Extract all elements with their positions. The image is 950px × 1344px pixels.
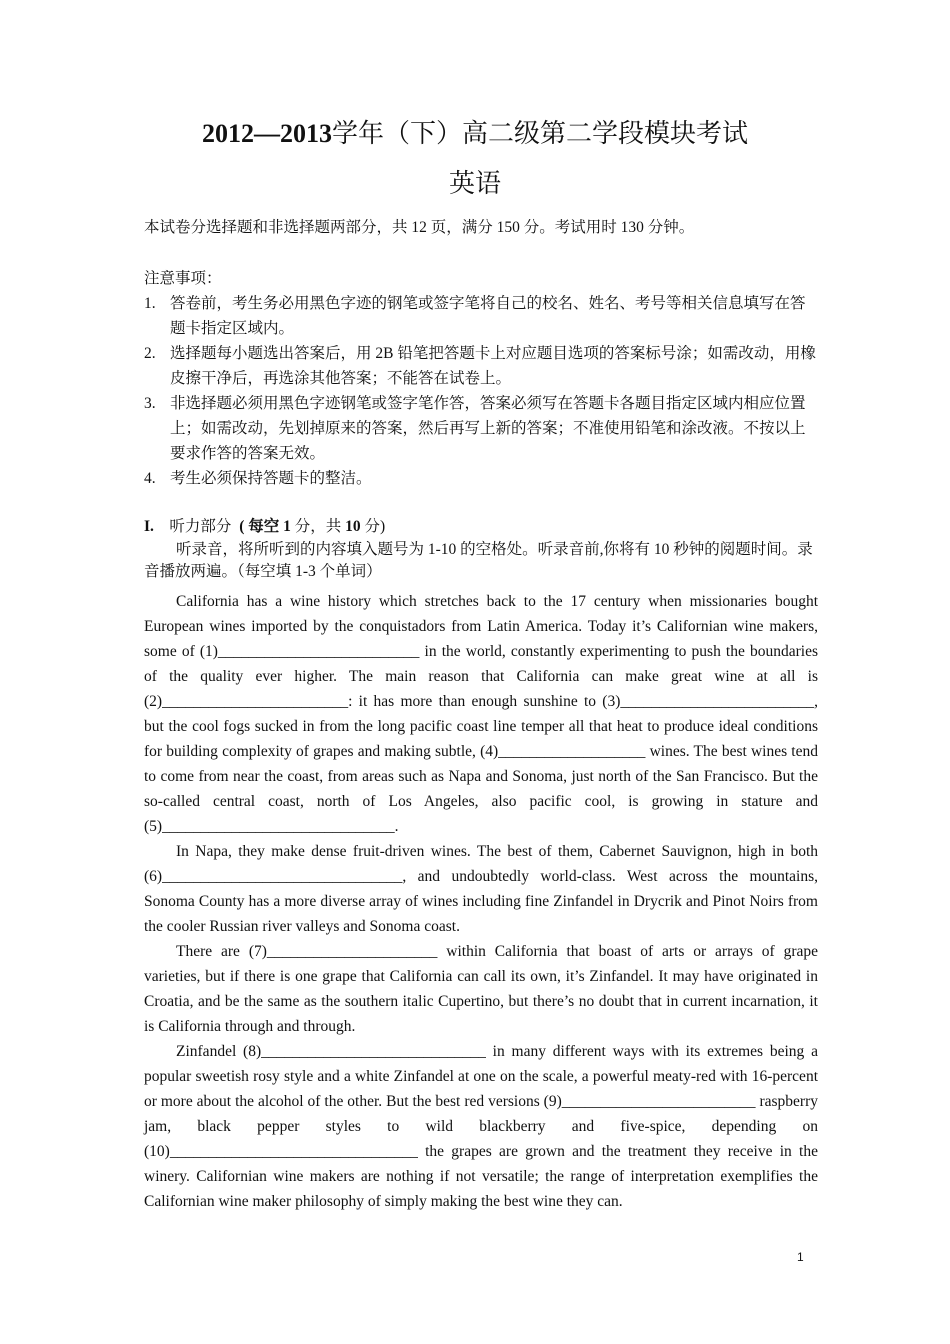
note-item xyxy=(144,391,818,466)
section-instruction: 听录音，将所听到的内容填入题号为 1-10 的空格处。听录音前,你将有 10 秒钟的阅题时间。录音播放两遍。（每空填 1-3 个单词） xyxy=(144,541,813,580)
exam-title xyxy=(0,116,950,152)
score-close: 分) xyxy=(364,518,386,535)
title-text: 学年（下）高二级第二学段模块考试 xyxy=(331,119,748,148)
passage-paragraph: There are (7)______________________ within California that boast of arts or arrays of grape varieties, but if there is one grape that California can call its own, it’s Zinfandel. It may have originated in Croatia, and be the same as the southern italic Cupertino, but there’s no doubt that in current incarnation, it is California through and through. xyxy=(144,943,818,1035)
score-total: 10 xyxy=(345,518,361,535)
passage-paragraph: California has a wine history which stretches back to the 17 century when missionaries bought European wines imported by the conquistadors from Latin America. Today it’s Californian wine makers, some of (1)__________________________ in the world, constantly experimenting to push the boundaries of the quality ever higher. The main reason that California can make great wine at all is (2)________________________: it has more than enough sunshine to (3)_________________________, but the cool fogs sucked in from the long pacific coast line temper all that heat to produce ideal conditions for building complexity of grapes and making subtle, (4)___________________ wines. The best wines tend to come from near the coast, from areas such as Napa and Sonoma, just north of the San Francisco. But the so-called central coast, north of Los Angeles, also pacific cool, is growing in stature and (5)______________________________. xyxy=(144,593,818,835)
note-text: 非选择题必须用黑色字迹钢笔或签字笔作答，答案必须写在答题卡各题目指定区域内相应位置上；如需改动，先划掉原来的答案，然后再写上新的答案；不准使用铅笔和涂改液。不按以上要求作答的答案无效。 xyxy=(170,395,806,462)
exam-intro: 本试卷分选择题和非选择题两部分，共 12 页，满分 150 分。考试用时 130 分钟。 xyxy=(144,219,695,236)
note-item xyxy=(144,466,818,491)
note-number: 3. xyxy=(144,395,156,412)
notes-heading: 注意事项： xyxy=(144,270,222,287)
passage-paragraph: In Napa, they make dense fruit-driven wines. The best of them, Cabernet Sauvignon, high in both (6)_______________________________, and undoubtedly world-class. West across the mountains, Sonoma County has a more diverse array of wines including fine Zinfandel in Drycrik and Pinot Noirs from the cooler Russian river valleys and Sonoma coast. xyxy=(144,843,818,935)
listening-section xyxy=(144,514,818,1214)
section-roman: I. xyxy=(144,518,154,535)
section-heading xyxy=(144,514,818,539)
note-number: 2. xyxy=(144,345,156,362)
score-each: 1 xyxy=(283,518,291,535)
note-text: 考生必须保持答题卡的整洁。 xyxy=(170,470,372,487)
notes-block xyxy=(144,266,818,491)
note-item xyxy=(144,291,818,341)
note-text: 选择题每小题选出答案后，用 2B 铅笔把答题卡上对应题目选项的答案标号涂；如需改动，用橡皮擦干净后，再选涂其他答案；不能答在试卷上。 xyxy=(170,345,816,387)
passage-paragraph: Zinfandel (8)_____________________________ in many different ways with its extremes being a popular sweetish rosy style and a white Zinfandel at one on the scale, a powerful meaty-red with 16-percent or more about the alcohol of the other. But the best red versions (9)_________________________ raspberry jam, black pepper styles to wild blackberry and five-spice, depending on (10)________________________________ the grapes are grown and the treatment they receive in the winery. Californian wine makers are nothing if not versatile; the range of interpretation exemplifies the Californian wine maker philosophy of simply making the best wine they can. xyxy=(144,1043,818,1210)
note-text: 答卷前，考生务必用黑色字迹的钢笔或签字笔将自己的校名、姓名、考号等相关信息填写在答题卡指定区域内。 xyxy=(170,295,806,337)
section-title: 听力部分 xyxy=(169,518,232,535)
note-number: 1. xyxy=(144,295,156,312)
title-year: 2012—2013 xyxy=(201,119,332,148)
note-number: 4. xyxy=(144,470,156,487)
score-open: ( 每空 xyxy=(239,518,280,535)
subject-title: 英语 xyxy=(448,169,501,198)
score-mid: 分，共 xyxy=(294,518,342,535)
page-number: 1 xyxy=(797,1250,804,1264)
note-item xyxy=(144,341,818,391)
